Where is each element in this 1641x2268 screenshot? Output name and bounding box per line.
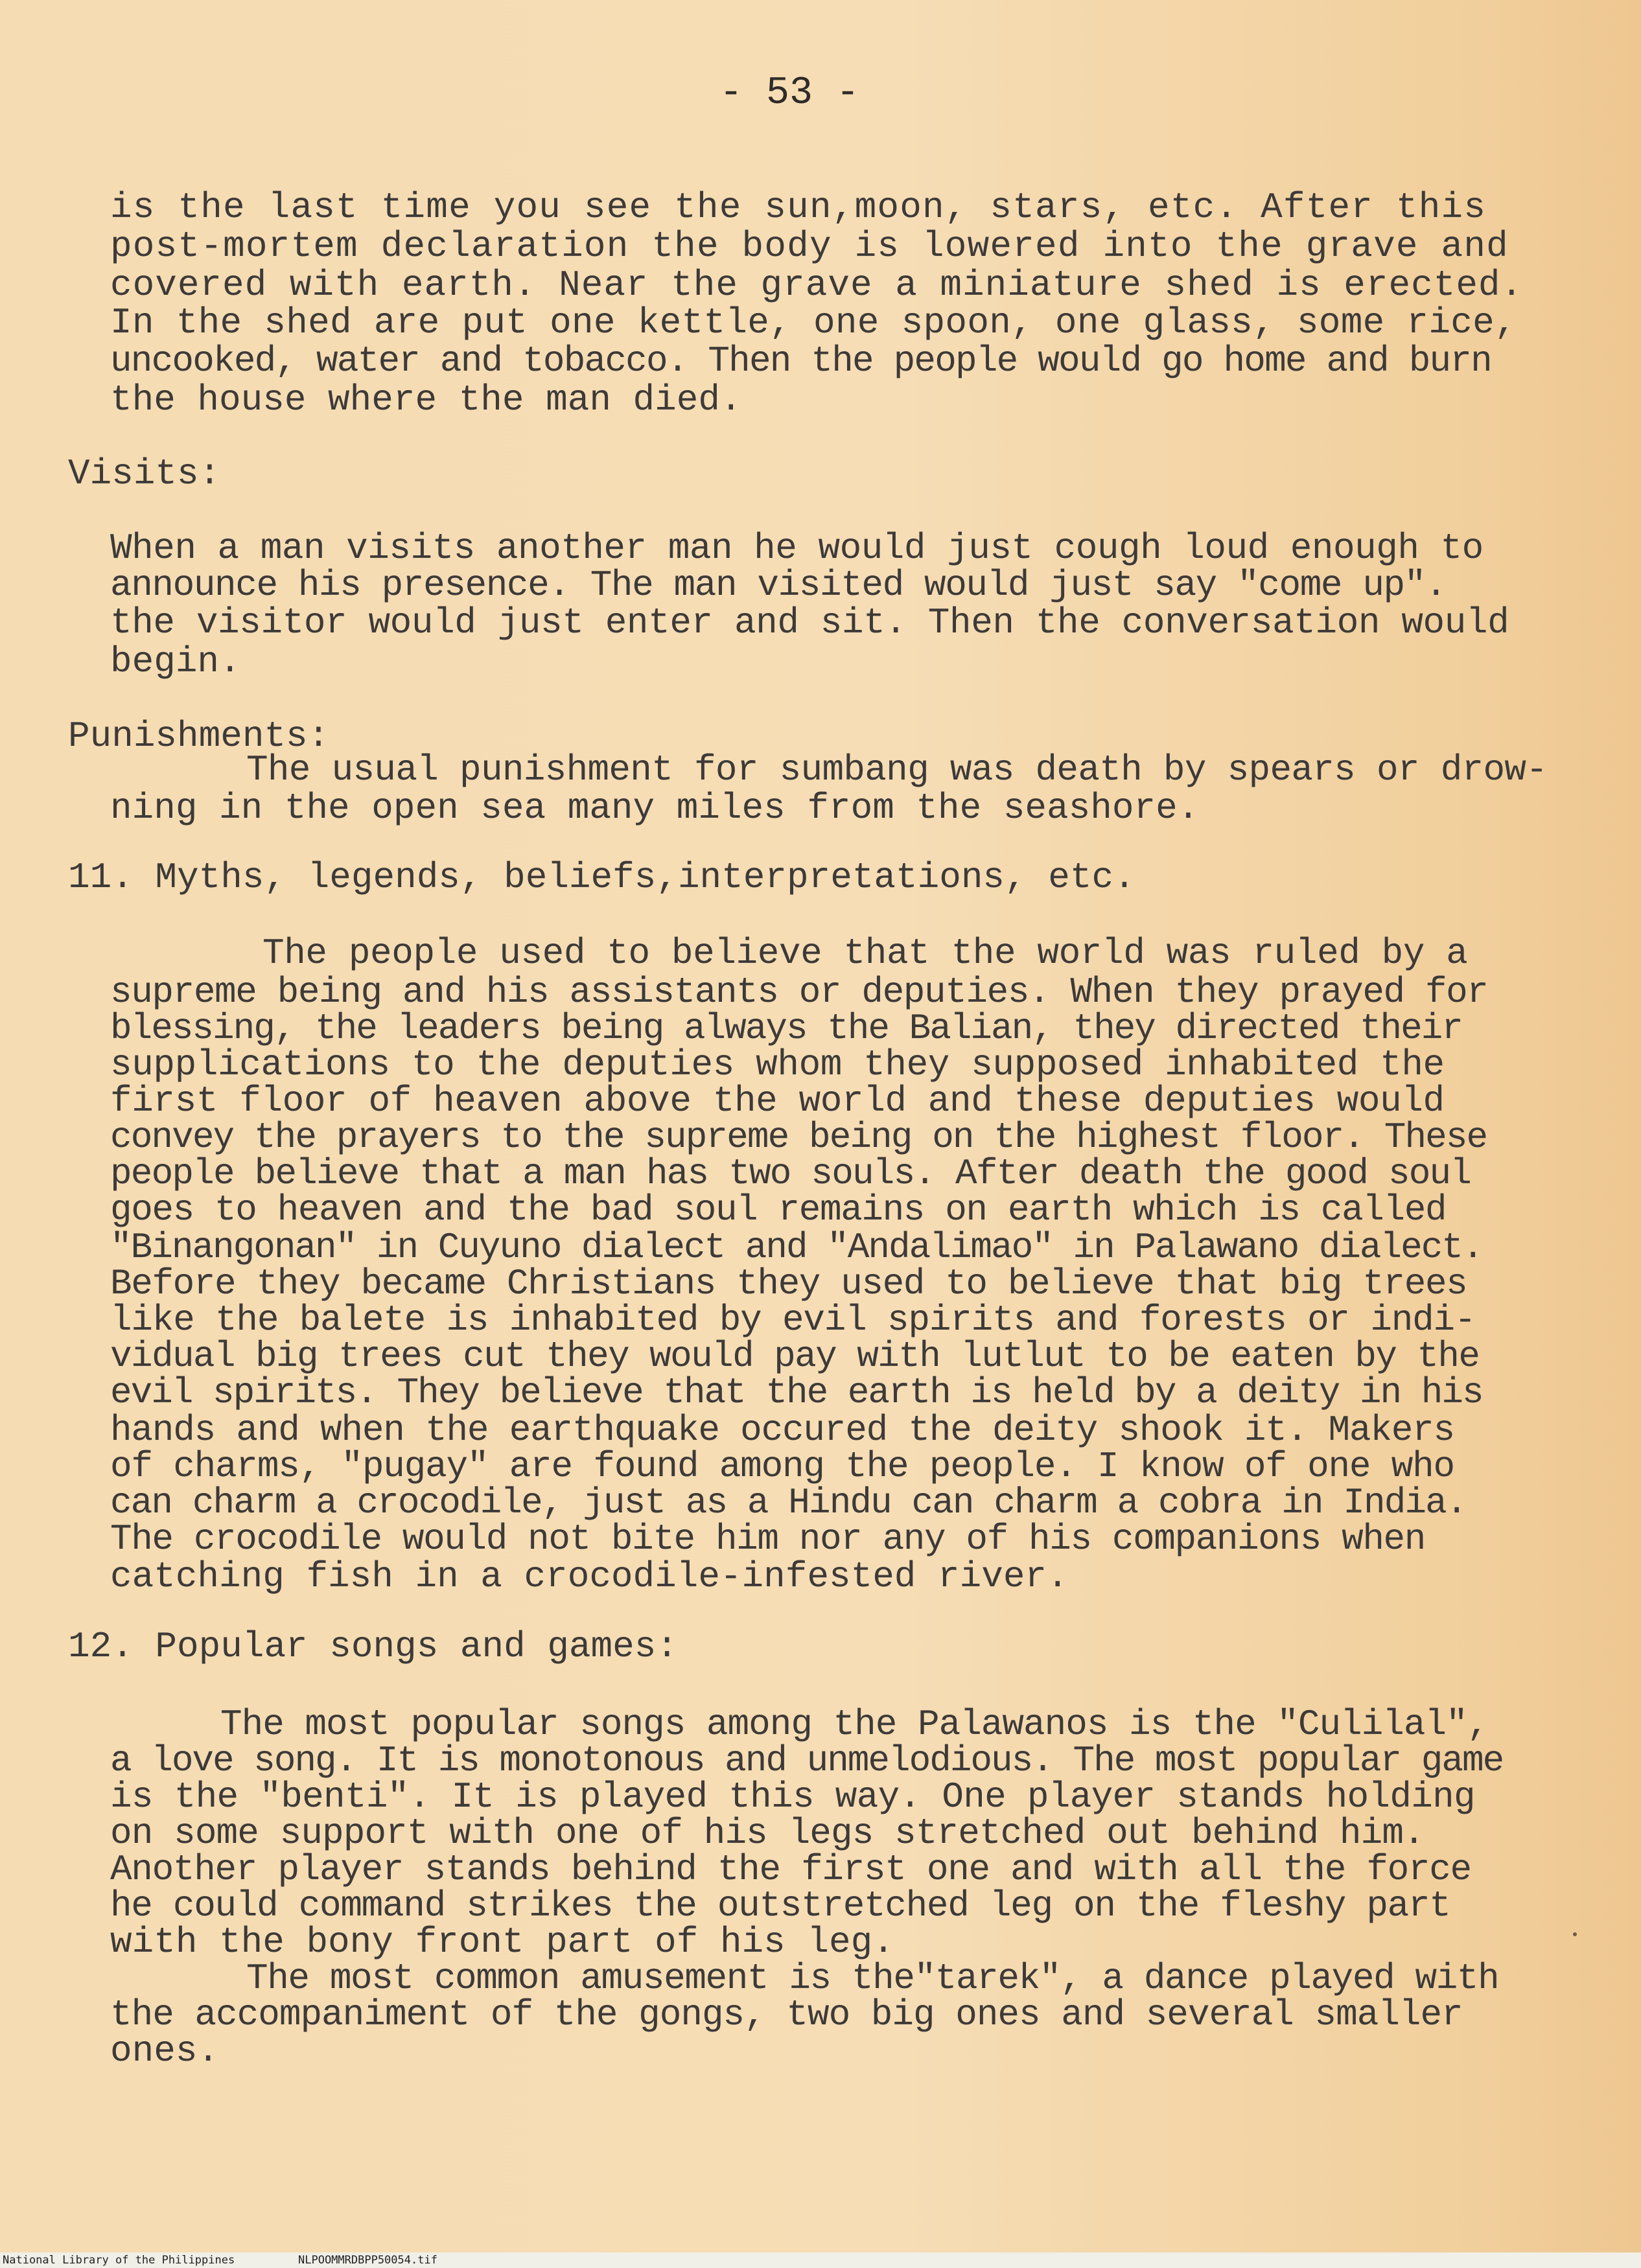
text-line: In the shed are put one kettle, one spoon, one glass, some rice, (110, 302, 1517, 343)
text-line: The most common amusement is the"tarek", a dance played with (246, 1958, 1499, 1999)
section-heading: 11. Myths, legends, beliefs,interpretations, etc. (68, 857, 1135, 898)
text-line: he could command strikes the outstretched leg on the fleshy part (110, 1885, 1450, 1927)
text-line: ning in the open sea many miles from the seashore. (110, 787, 1200, 829)
text-line: Another player stands behind the first one and with all the force (110, 1849, 1471, 1890)
text-line: is the "benti". It is played this way. One player stands holding (110, 1776, 1475, 1818)
section-heading: 12. Popular songs and games: (68, 1626, 678, 1667)
text-line: evil spirits. They believe that the earth is held by a deity in his (110, 1372, 1483, 1413)
text-line: hands and when the earthquake occured the deity shook it. Makers (110, 1409, 1454, 1451)
text-line: supplications to the deputies whom they supposed inhabited the (110, 1044, 1445, 1085)
footer-file-name: NLPOOMMRDBPP50054.tif (298, 2254, 437, 2267)
text-line: Before they became Christians they used to believe that big trees (110, 1263, 1467, 1304)
text-line: people believe that a man has two souls. After death the good soul (110, 1153, 1471, 1194)
text-line: with the bony front part of his leg. (110, 1921, 894, 1963)
text-line: on some support with one of his legs stretched out behind him. (110, 1812, 1425, 1854)
text-line: "Binangonan" in Cuyuno dialect and "Andalimao" in Palawano dialect. (110, 1227, 1483, 1268)
text-line: The people used to believe that the world was ruled by a (262, 932, 1468, 974)
section-heading: Punishments: (68, 715, 330, 757)
text-line: covered with earth. Near the grave a miniature shed is erected. (110, 264, 1524, 306)
text-line: convey the prayers to the supreme being on the highest floor. These (110, 1117, 1487, 1158)
section-heading: Visits: (68, 453, 221, 494)
text-line: first floor of heaven above the world and these deputies would (110, 1080, 1445, 1122)
text-line: The crocodile would not bite him nor any of his companions when (110, 1518, 1425, 1560)
text-line: like the balete is inhabited by evil spirits and forests or indi- (110, 1299, 1476, 1341)
text-line: ones. (110, 2030, 220, 2072)
scan-footer (0, 2252, 1641, 2268)
text-line: a love song. It is monotonous and unmelodious. The most popular game (110, 1740, 1504, 1781)
text-line: blessing, the leaders being always the Balian, they directed their (110, 1008, 1462, 1049)
footer-library-name: National Library of the Philippines (3, 2254, 235, 2267)
text-line: can charm a crocodile, just as a Hindu can charm a cobra in India. (110, 1482, 1467, 1523)
text-line: catching fish in a crocodile-infested river. (110, 1556, 1069, 1597)
text-line: The usual punishment for sumbang was death by spears or drow- (246, 749, 1548, 791)
text-line: goes to heaven and the bad soul remains on earth which is called (110, 1189, 1447, 1231)
page-number: - 53 - (719, 71, 860, 115)
text-line: post-mortem declaration the body is lowered into the grave and (110, 226, 1509, 267)
text-line: the accompaniment of the gongs, two big ones and several smaller (110, 1994, 1463, 2035)
text-line: The most popular songs among the Palawanos is the "Culilal", (220, 1704, 1489, 1745)
ink-speck (1573, 1932, 1577, 1936)
text-line: uncooked, water and tobacco. Then the people would go home and burn (110, 340, 1491, 382)
text-line: begin. (110, 641, 241, 682)
text-line: is the last time you see the sun,moon, stars, etc. After this (110, 187, 1487, 228)
text-line: supreme being and his assistants or deputies. When they prayed for (110, 971, 1488, 1013)
text-line: of charms, "pugay" are found among the people. I know of one who (110, 1446, 1454, 1487)
text-line: the visitor would just enter and sit. Then the conversation would (110, 602, 1509, 643)
text-line: When a man visits another man he would just cough loud enough to (110, 527, 1484, 569)
text-line: announce his presence. The man visited would just say "come up". (110, 564, 1447, 606)
text-line: the house where the man died. (110, 379, 742, 421)
text-line: vidual big trees cut they would pay with lutlut to be eaten by the (110, 1336, 1480, 1377)
